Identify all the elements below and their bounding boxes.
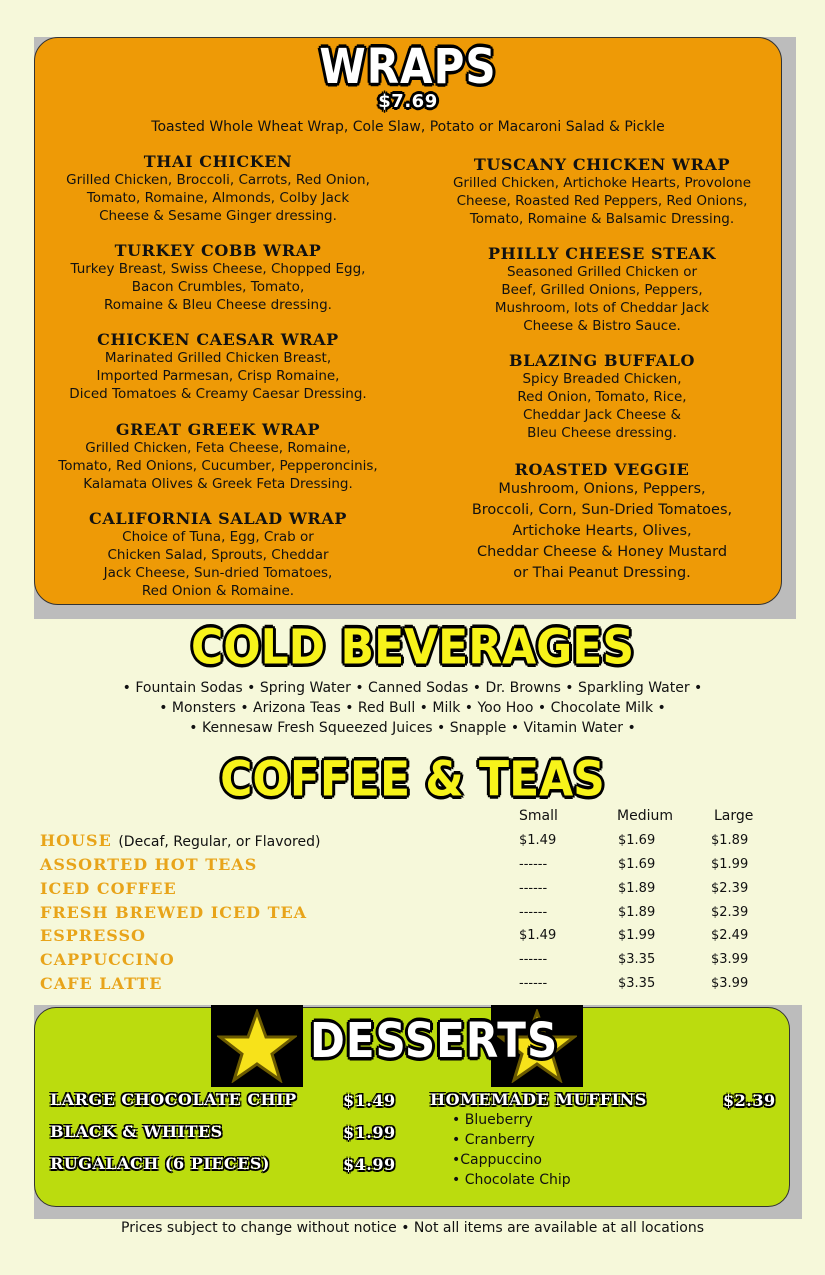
price-large: $3.99 <box>711 952 749 967</box>
muffin-flavor: •Cappuccino <box>452 1152 542 1168</box>
coffee-name: ASSORTED HOT TEAS <box>40 855 258 874</box>
wrap-desc: Seasoned Grilled Chicken or Beef, Grilled Onions, Peppers, Mushroom, lots of Cheddar Jack Cheese & Bistro Sauce. <box>494 264 710 334</box>
wrap-name: BLAZING BUFFALO <box>508 351 696 370</box>
beverage-line: • Fountain Sodas • Spring Water • Canned Sodas • Dr. Browns • Sparkling Water • <box>122 680 703 696</box>
muffins-price: $2.39 <box>723 1091 776 1110</box>
footer-note: Prices subject to change without notice • Not all items are available at all locations <box>121 1220 704 1236</box>
wrap-desc: Marinated Grilled Chicken Breast, Imported Parmesan, Crisp Romaine, Diced Tomatoes & Creamy Caesar Dressing. <box>69 350 367 402</box>
wrap-name: THAI CHICKEN <box>143 152 293 171</box>
price-small: ------ <box>519 857 548 872</box>
wrap-name: CHICKEN CAESAR WRAP <box>97 330 339 349</box>
dessert-price: $4.99 <box>343 1155 396 1174</box>
wraps-right-column <box>427 38 777 606</box>
price-small: $1.49 <box>519 833 557 848</box>
coffee-name: CAPPUCCINO <box>40 950 175 969</box>
wrap-desc: Grilled Chicken, Feta Cheese, Romaine, Tomato, Red Onions, Cucumber, Pepperoncinis, Kalamata Olives & Greek Feta Dressing. <box>58 440 378 492</box>
dessert-name: BLACK & WHITES <box>50 1122 223 1141</box>
beverage-line: • Kennesaw Fresh Squeezed Juices • Snapple • Vitamin Water • <box>189 720 636 736</box>
price-medium: $3.35 <box>618 952 656 967</box>
price-small: ------ <box>519 905 548 920</box>
wrap-item <box>427 155 777 228</box>
coffee-row <box>0 925 825 947</box>
coffee-row <box>0 973 825 995</box>
price-large: $3.99 <box>711 976 749 991</box>
dessert-name: RUGALACH (6 PIECES) <box>50 1154 270 1173</box>
coffee-row <box>0 878 825 900</box>
coffee-name: CAFE LATTE <box>40 974 163 993</box>
wrap-item <box>41 330 395 403</box>
price-medium: $1.69 <box>618 857 656 872</box>
coffee-name: HOUSE (Decaf, Regular, or Flavored) <box>40 831 321 850</box>
muffin-flavor: • Cranberry <box>452 1132 535 1148</box>
wrap-name: TURKEY COBB WRAP <box>114 241 322 260</box>
price-small: ------ <box>519 881 548 896</box>
price-medium: $1.89 <box>618 905 656 920</box>
wrap-name: CALIFORNIA SALAD WRAP <box>89 509 347 528</box>
wrap-item <box>41 152 395 225</box>
wrap-desc: Choice of Tuna, Egg, Crab or Chicken Salad, Sprouts, Cheddar Jack Cheese, Sun-dried Tomatoes, Red Onion & Romaine. <box>103 529 333 599</box>
wraps-price: $7.69 <box>378 91 438 112</box>
wrap-desc: Turkey Breast, Swiss Cheese, Chopped Egg, Bacon Crumbles, Tomato, Romaine & Bleu Cheese dressing. <box>70 261 366 313</box>
coffee-note: (Decaf, Regular, or Flavored) <box>118 834 321 850</box>
desserts-title: DESSERTS <box>310 1012 559 1069</box>
price-large: $2.49 <box>711 928 749 943</box>
coffee-row <box>0 902 825 924</box>
wraps-title: WRAPS <box>319 38 497 95</box>
header-large: Large <box>714 808 754 824</box>
star-icon <box>211 1005 303 1087</box>
price-medium: $1.89 <box>618 881 656 896</box>
wraps-left-column <box>41 38 395 606</box>
wrap-desc: Mushroom, Onions, Peppers, Broccoli, Corn, Sun-Dried Tomatoes, Artichoke Hearts, Olives, Cheddar Cheese & Honey Mustard or Thai Peanut Dressing. <box>471 481 733 581</box>
coffee-row <box>0 949 825 971</box>
muffin-flavor: • Chocolate Chip <box>452 1172 571 1188</box>
wrap-name: GREAT GREEK WRAP <box>115 420 321 439</box>
coffee-teas-title: COFFEE & TEAS <box>220 751 605 808</box>
wrap-name: ROASTED VEGGIE <box>514 460 690 479</box>
price-medium: $3.35 <box>618 976 656 991</box>
header-medium: Medium <box>617 808 673 824</box>
wrap-item <box>41 420 395 493</box>
wrap-desc: Grilled Chicken, Artichoke Hearts, Provolone Cheese, Roasted Red Peppers, Red Onions, Tomato, Romaine & Balsamic Dressing. <box>452 175 752 227</box>
coffee-row <box>0 854 825 876</box>
wraps-section <box>34 37 796 619</box>
price-small: ------ <box>519 976 548 991</box>
price-large: $2.39 <box>711 881 749 896</box>
coffee-name: ICED COFFEE <box>40 879 177 898</box>
cold-beverages-title: COLD BEVERAGES <box>190 619 635 676</box>
price-medium: $1.99 <box>618 928 656 943</box>
beverage-line: • Monsters • Arizona Teas • Red Bull • Milk • Yoo Hoo • Chocolate Milk • <box>159 700 666 716</box>
price-large: $1.89 <box>711 833 749 848</box>
price-small: ------ <box>519 952 548 967</box>
price-small: $1.49 <box>519 928 557 943</box>
dessert-price: $1.49 <box>343 1091 396 1110</box>
coffee-row <box>0 830 825 852</box>
wrap-desc: Spicy Breaded Chicken, Red Onion, Tomato, Rice, Cheddar Jack Cheese & Bleu Cheese dressing. <box>517 371 687 441</box>
muffin-flavors <box>452 1110 571 1190</box>
dessert-name: LARGE CHOCOLATE CHIP <box>50 1090 297 1109</box>
wrap-item <box>41 241 395 314</box>
wrap-item <box>427 460 777 584</box>
wrap-desc: Grilled Chicken, Broccoli, Carrots, Red Onion, Tomato, Romaine, Almonds, Colby Jack Cheese & Sesame Ginger dressing. <box>66 172 370 224</box>
dessert-price: $1.99 <box>343 1123 396 1142</box>
wraps-subtitle: Toasted Whole Wheat Wrap, Cole Slaw, Potato or Macaroni Salad & Pickle <box>151 119 665 135</box>
price-medium: $1.69 <box>618 833 656 848</box>
wrap-item <box>41 509 395 600</box>
muffin-flavor: • Blueberry <box>452 1112 533 1128</box>
price-large: $1.99 <box>711 857 749 872</box>
wraps-panel <box>34 37 782 605</box>
coffee-name: ESPRESSO <box>40 926 146 945</box>
wrap-item <box>427 244 777 335</box>
wrap-name: TUSCANY CHICKEN WRAP <box>473 155 731 174</box>
price-large: $2.39 <box>711 905 749 920</box>
wrap-item <box>427 351 777 442</box>
coffee-name: FRESH BREWED ICED TEA <box>40 903 308 922</box>
wrap-name: PHILLY CHEESE STEAK <box>487 244 717 263</box>
header-small: Small <box>519 808 558 824</box>
muffins-name: HOMEMADE MUFFINS <box>430 1090 647 1109</box>
